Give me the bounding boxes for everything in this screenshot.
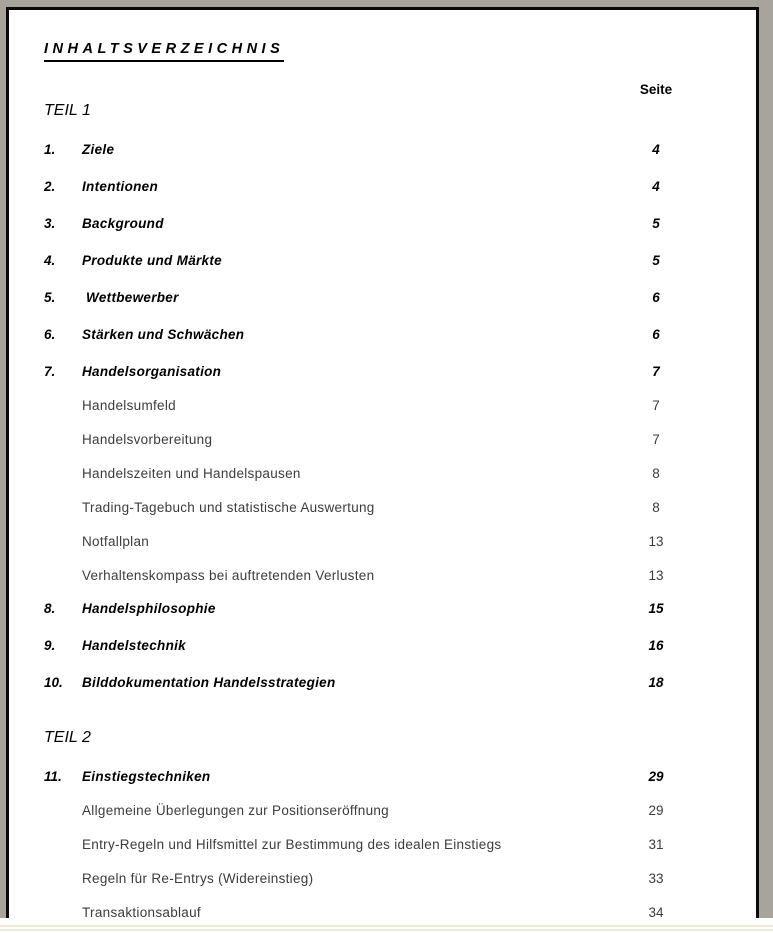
entry-number: 6. (44, 327, 56, 342)
toc-subentry (44, 871, 684, 886)
entry-page-number: 7 (652, 364, 660, 379)
entry-label: Handelstechnik (82, 638, 186, 653)
toc-subentry (44, 398, 684, 413)
entry-page-number: 6 (652, 327, 660, 342)
entry-label: Trading-Tagebuch und statistische Auswertung (82, 500, 375, 515)
toc-subentry (44, 837, 684, 852)
toc-subentry (44, 432, 684, 447)
entry-number: 11. (44, 769, 62, 784)
entry-page-number: 6 (652, 290, 660, 305)
entry-page-number: 13 (648, 534, 664, 549)
toc-entry (44, 327, 684, 342)
page-column-header-row (44, 82, 684, 98)
entry-label: Background (82, 216, 164, 231)
document-page (6, 7, 759, 918)
entry-label: Notfallplan (82, 534, 150, 549)
entry-label: Allgemeine Überlegungen zur Positionseröffnung (82, 803, 389, 818)
section-heading-teil-2: TEIL 2 (44, 729, 91, 746)
entry-label: Intentionen (82, 179, 159, 194)
toc-entry (44, 142, 684, 157)
entry-number: 3. (44, 216, 56, 231)
entry-label: Entry-Regeln und Hilfsmittel zur Bestimmung des idealen Einstiegs (82, 837, 502, 852)
entry-number: 9. (44, 638, 56, 653)
entry-page-number: 7 (652, 398, 660, 413)
section-heading-teil-1: TEIL 1 (44, 102, 91, 119)
entry-label: Verhaltenskompass bei auftretenden Verlusten (82, 568, 375, 583)
toc-entry (44, 675, 684, 690)
entry-label: Bilddokumentation Handelsstrategien (82, 675, 336, 690)
toc-subentry (44, 500, 684, 515)
toc-subentry (44, 466, 684, 481)
entry-label: Regeln für Re-Entrys (Widereinstieg) (82, 871, 314, 886)
page-column-header: Seite (639, 82, 673, 97)
toc-entry (44, 290, 684, 305)
entry-page-number: 29 (648, 803, 664, 818)
entry-label: Einstiegstechniken (82, 769, 211, 784)
entry-label: Handelszeiten und Handelspausen (82, 466, 301, 481)
page-bottom-edge (0, 918, 773, 933)
entry-page-number: 7 (652, 432, 660, 447)
toc-entry (44, 638, 684, 653)
entry-page-number: 4 (652, 142, 660, 157)
entry-label: Wettbewerber (82, 290, 179, 305)
toc-subentry (44, 568, 684, 583)
entry-label: Handelsumfeld (82, 398, 176, 413)
entry-label: Ziele (82, 142, 115, 157)
entry-page-number: 16 (648, 638, 664, 653)
bottom-edge-line (0, 929, 773, 931)
toc-entry (44, 364, 684, 379)
entry-page-number: 18 (648, 675, 664, 690)
toc-entry (44, 769, 684, 784)
entry-label: Handelsphilosophie (82, 601, 216, 616)
entry-number: 10. (44, 675, 63, 690)
entry-page-number: 13 (648, 568, 664, 583)
entry-page-number: 15 (648, 601, 664, 616)
bottom-edge-line (0, 925, 773, 927)
entry-page-number: 31 (648, 837, 664, 852)
toc-subentry (44, 905, 684, 918)
entry-page-number: 8 (652, 500, 660, 515)
toc-title: INHALTSVERZEICHNIS (44, 42, 284, 62)
entry-number: 1. (44, 142, 56, 157)
entry-label: Handelsvorbereitung (82, 432, 213, 447)
entry-page-number: 8 (652, 466, 660, 481)
entry-label: Handelsorganisation (82, 364, 222, 379)
entry-page-number: 4 (652, 179, 660, 194)
toc-subentry (44, 534, 684, 549)
entry-number: 5. (44, 290, 56, 305)
toc-entry (44, 601, 684, 616)
entry-number: 4. (44, 253, 56, 268)
toc-subentry (44, 803, 684, 818)
entry-number: 7. (44, 364, 56, 379)
toc-entry (44, 253, 684, 268)
toc-entry (44, 216, 684, 231)
entry-page-number: 34 (648, 905, 664, 918)
entry-label: Transaktionsablauf (82, 905, 201, 918)
entry-label: Produkte und Märkte (82, 253, 222, 268)
entry-page-number: 29 (648, 769, 664, 784)
entry-page-number: 5 (652, 216, 660, 231)
entry-page-number: 5 (652, 253, 660, 268)
entry-number: 8. (44, 601, 56, 616)
entry-label: Stärken und Schwächen (82, 327, 245, 342)
entry-number: 2. (44, 179, 56, 194)
entry-page-number: 33 (648, 871, 664, 886)
toc-entry (44, 179, 684, 194)
